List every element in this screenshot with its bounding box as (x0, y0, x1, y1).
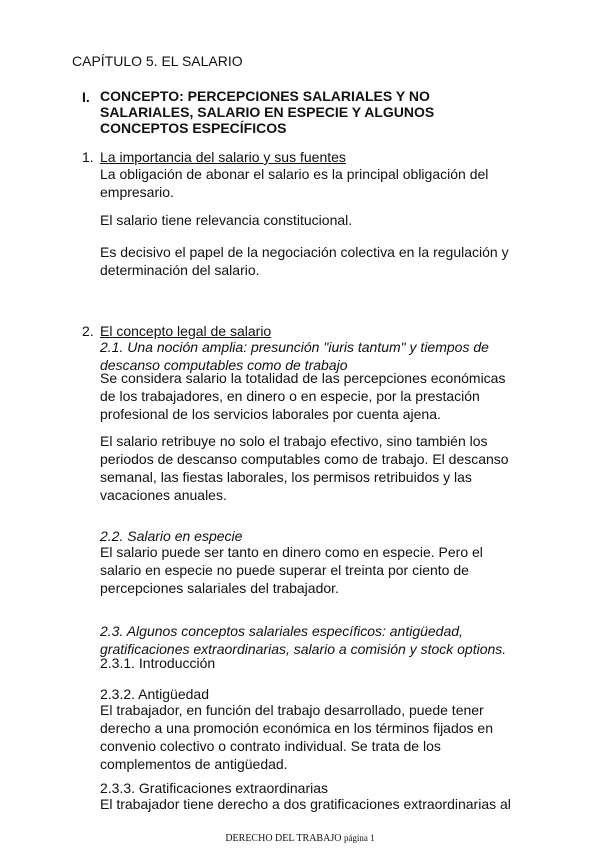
item-1-paragraph-3 (100, 243, 509, 279)
text-line: complementos de antigüedad. (100, 756, 288, 772)
subsection-2-2-title: 2.2. Salario en especie (100, 528, 243, 544)
section-title-line: CONCEPTOS ESPECÍFICOS (100, 120, 287, 136)
text-line: vacaciones anuales. (100, 487, 227, 503)
text-line: profesional de los servicios laborales por cuenta ajena. (100, 406, 441, 422)
subsection-2-3-1-title: 2.3.1. Introducción (100, 655, 216, 671)
text-line: empresario. (100, 184, 174, 200)
text-line: El salario retribuye no solo el trabajo efectivo, sino también los (100, 433, 488, 449)
text-line: La obligación de abonar el salario es la principal obligación del (100, 166, 489, 182)
item-1-paragraph-2 (100, 211, 352, 229)
page-footer (0, 832, 600, 845)
subsection-2-3-3-title: 2.3.3. Gratificaciones extraordinarias (100, 780, 328, 796)
text-line: El trabajador, en función del trabajo desarrollado, puede tener (100, 702, 484, 718)
text-line: Es decisivo el papel de la negociación colectiva en la regulación y (100, 244, 509, 260)
subsection-2-1-paragraph-1 (100, 369, 505, 423)
subsection-2-3-3-paragraph (100, 795, 511, 813)
item-1-heading: La importancia del salario y sus fuentes (100, 149, 346, 165)
section-title-line: CONCEPTO: PERCEPCIONES SALARIALES Y NO (100, 88, 430, 104)
subsection-2-3-2-title: 2.3.2. Antigüedad (100, 686, 209, 702)
item-1-number: 1. (82, 149, 94, 165)
text-line: El trabajador tiene derecho a dos gratificaciones extraordinarias al (100, 796, 511, 812)
subsection-2-1-paragraph-2 (100, 432, 509, 504)
subsection-2-2-paragraph (100, 543, 483, 597)
text-line: derecho a una promoción económica en los términos fijados en (100, 720, 494, 736)
text-line: gratificaciones extraordinarias, salario a comisión y stock options. (100, 641, 507, 657)
text-line: descanso computables como de trabajo (100, 357, 348, 373)
footer-title: DERECHO DEL TRABAJO (225, 833, 342, 844)
chapter-title: CAPÍTULO 5. EL SALARIO (72, 53, 243, 69)
text-line: periodos de descanso computables como de trabajo. El descanso (100, 451, 509, 467)
text-line: semanal, las fiestas laborales, los permisos retribuidos y las (100, 469, 472, 485)
section-title-line: SALARIALES, SALARIO EN ESPECIE Y ALGUNOS (100, 104, 435, 120)
text-line: de los trabajadores, en dinero o en especie, por la prestación (100, 388, 480, 404)
text-line: percepciones salariales del trabajador. (100, 580, 339, 596)
text-line: 2.1. Una noción amplia: presunción "iuris tantum" y tiempos de (100, 339, 489, 355)
text-line: determinación del salario. (100, 262, 260, 278)
text-line: El salario puede ser tanto en dinero como en especie. Pero el (100, 544, 483, 560)
item-1-paragraph-1 (100, 165, 488, 201)
text-line: El salario tiene relevancia constitucional. (100, 212, 353, 228)
text-line: salario en especie no puede superar el treinta por ciento de (100, 562, 469, 578)
subsection-2-3-2-paragraph (100, 701, 493, 773)
section-title (100, 88, 434, 136)
item-2-number: 2. (82, 323, 94, 339)
subsection-2-3-title (100, 622, 506, 658)
text-line: convenio colectivo o contrato individual. Se trata de los (100, 738, 441, 754)
text-line: 2.3. Algunos conceptos salariales específicos: antigüedad, (100, 623, 463, 639)
text-line: Se considera salario la totalidad de las percepciones económicas (100, 370, 506, 386)
footer-page-number: página 1 (343, 833, 375, 843)
section-number: I. (82, 89, 90, 105)
item-2-heading: El concepto legal de salario (100, 323, 272, 339)
